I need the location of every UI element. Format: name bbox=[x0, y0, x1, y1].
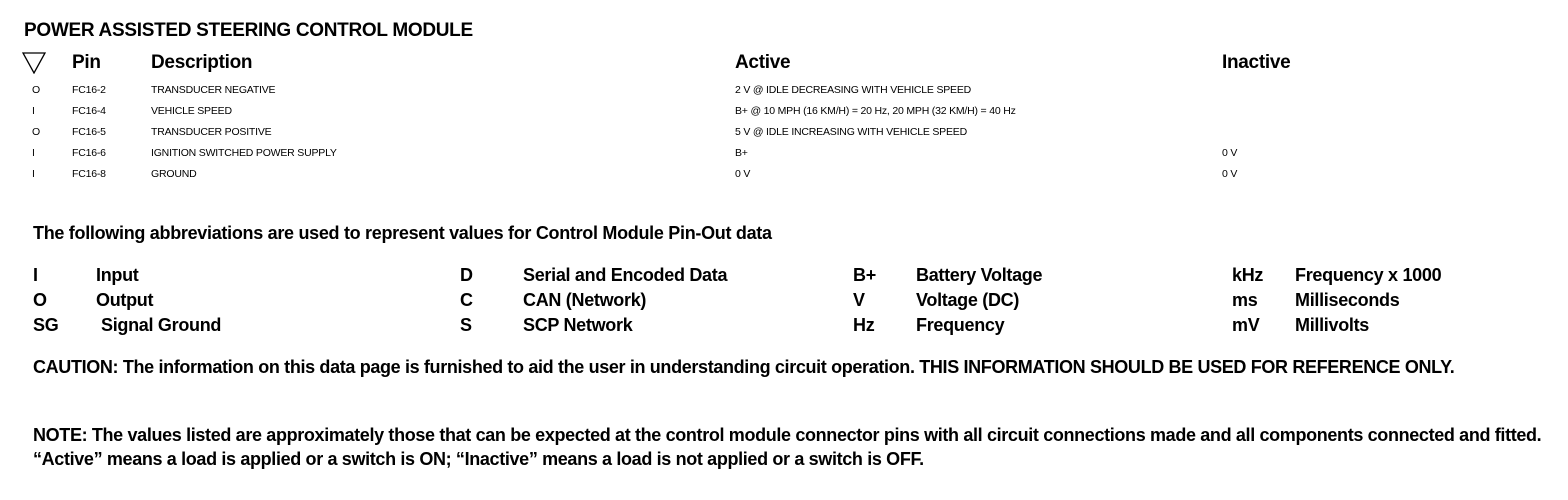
abbr-meaning: Serial and Encoded Data bbox=[523, 265, 728, 285]
cell-description: TRANSDUCER NEGATIVE bbox=[151, 84, 276, 96]
cell-active: B+ @ 10 MPH (16 KM/H) = 20 Hz, 20 MPH (32 KM/H) = 40 Hz bbox=[735, 105, 1016, 117]
cell-description: VEHICLE SPEED bbox=[151, 105, 232, 117]
cell-description: TRANSDUCER POSITIVE bbox=[151, 126, 272, 138]
abbr-meaning: Milliseconds bbox=[1295, 290, 1400, 310]
cell-io: I bbox=[32, 147, 35, 159]
abbr-code: S bbox=[460, 315, 472, 335]
abbr-code: ms bbox=[1232, 290, 1258, 310]
abbreviations-intro: The following abbreviations are used to represent values for Control Module Pin-Out data bbox=[33, 223, 772, 243]
cell-pin: FC16-4 bbox=[72, 105, 106, 117]
cell-active: 5 V @ IDLE INCREASING WITH VEHICLE SPEED bbox=[735, 126, 967, 138]
cell-active: B+ bbox=[735, 147, 748, 159]
abbr-meaning: Frequency x 1000 bbox=[1295, 265, 1442, 285]
abbr-code: C bbox=[460, 290, 473, 310]
triangle-down-icon bbox=[22, 52, 46, 74]
abbr-code: D bbox=[460, 265, 473, 285]
header-pin: Pin bbox=[72, 52, 101, 73]
cell-inactive: 0 V bbox=[1222, 147, 1238, 159]
note-paragraph: NOTE: The values listed are approximately those that can be expected at the control module connector pins with all circuit connections made and all components connected and fitted. “Active” means a load is applied or a switch is ON; “Inactive” means a load is not applied or a switch is OFF. bbox=[33, 425, 1542, 469]
cell-pin: FC16-5 bbox=[72, 126, 106, 138]
caution-paragraph: CAUTION: The information on this data page is furnished to aid the user in understanding circuit operation. THIS INFORMATION SHOULD BE USED FOR REFERENCE ONLY. bbox=[33, 357, 1455, 377]
abbr-meaning: Frequency bbox=[916, 315, 1005, 335]
abbr-meaning: Voltage (DC) bbox=[916, 290, 1020, 310]
cell-inactive: 0 V bbox=[1222, 168, 1238, 180]
abbr-code: mV bbox=[1232, 315, 1260, 335]
cell-io: O bbox=[32, 84, 40, 96]
abbr-code: B+ bbox=[853, 265, 876, 285]
cell-io: I bbox=[32, 168, 35, 180]
header-description: Description bbox=[151, 52, 253, 73]
abbr-meaning: SCP Network bbox=[523, 315, 633, 335]
abbr-code: kHz bbox=[1232, 265, 1264, 285]
cell-pin: FC16-8 bbox=[72, 168, 106, 180]
abbr-code: I bbox=[33, 265, 38, 285]
cell-active: 0 V bbox=[735, 168, 751, 180]
cell-io: O bbox=[32, 126, 40, 138]
abbr-meaning: Signal Ground bbox=[101, 315, 222, 335]
page-title: POWER ASSISTED STEERING CONTROL MODULE bbox=[24, 20, 473, 41]
cell-description: IGNITION SWITCHED POWER SUPPLY bbox=[151, 147, 337, 159]
abbr-meaning: CAN (Network) bbox=[523, 290, 647, 310]
cell-pin: FC16-2 bbox=[72, 84, 106, 96]
abbr-meaning: Battery Voltage bbox=[916, 265, 1043, 285]
abbr-code: SG bbox=[33, 315, 59, 335]
abbr-code: V bbox=[853, 290, 865, 310]
cell-active: 2 V @ IDLE DECREASING WITH VEHICLE SPEED bbox=[735, 84, 972, 96]
abbr-meaning: Output bbox=[96, 290, 154, 310]
abbr-meaning: Millivolts bbox=[1295, 315, 1370, 335]
cell-pin: FC16-6 bbox=[72, 147, 106, 159]
abbr-code: Hz bbox=[853, 315, 875, 335]
header-active: Active bbox=[735, 52, 791, 73]
cell-description: GROUND bbox=[151, 168, 197, 180]
abbr-code: O bbox=[33, 290, 47, 310]
abbr-meaning: Input bbox=[96, 265, 139, 285]
header-inactive: Inactive bbox=[1222, 52, 1291, 73]
cell-io: I bbox=[32, 105, 35, 117]
